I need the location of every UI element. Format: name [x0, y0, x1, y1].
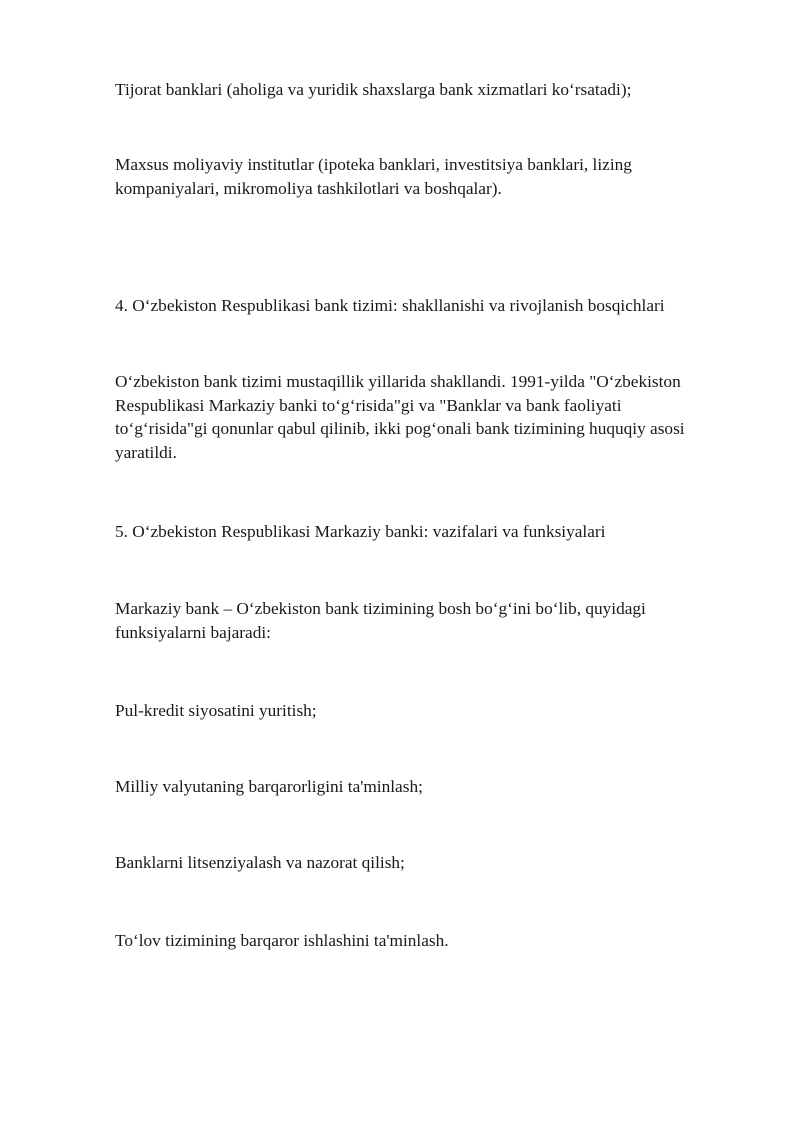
text-line: To‘lov tizimining barqaror ishlashini ta'minlash. [115, 931, 449, 950]
paragraph-bank-system-history [115, 370, 755, 464]
list-item-monetary-policy [115, 699, 755, 723]
text-line: Maxsus moliyaviy institutlar (ipoteka banklari, investitsiya banklari, lizing [115, 155, 632, 174]
list-item-payment-system [115, 929, 755, 953]
paragraph-central-bank-intro [115, 597, 755, 644]
text-line: funksiyalarni bajaradi: [115, 622, 271, 642]
paragraph-special-institutions [115, 153, 755, 200]
text-line: 4. O‘zbekiston Respublikasi bank tizimi: shakllanishi va rivojlanish bosqichlari [115, 296, 665, 315]
section-heading-4 [115, 294, 755, 318]
text-line: to‘g‘risida"gi qonunlar qabul qilinib, ikki pog‘onali bank tizimining huquqiy asosi [115, 419, 685, 438]
text-line: kompaniyalari, mikromoliya tashkilotlari va boshqalar). [115, 178, 502, 198]
text-line: Markaziy bank – O‘zbekiston bank tizimining bosh bo‘g‘ini bo‘lib, quyidagi [115, 599, 646, 618]
paragraph-commercial-banks [115, 78, 755, 102]
list-item-licensing [115, 851, 755, 875]
section-heading-5 [115, 520, 755, 544]
text-line: Milliy valyutaning barqarorligini ta'minlash; [115, 777, 423, 796]
text-line: Pul-kredit siyosatini yuritish; [115, 701, 317, 720]
text-line: Respublikasi Markaziy banki to‘g‘risida"gi va "Banklar va bank faoliyati [115, 395, 622, 415]
text-line: 5. O‘zbekiston Respublikasi Markaziy banki: vazifalari va funksiyalari [115, 522, 606, 541]
text-line: Tijorat banklari (aholiga va yuridik shaxslarga bank xizmatlari ko‘rsatadi); [115, 80, 632, 99]
list-item-currency-stability [115, 775, 755, 799]
text-line: yaratildi. [115, 442, 177, 462]
text-line: O‘zbekiston bank tizimi mustaqillik yillarida shakllandi. 1991-yilda "O‘zbekiston [115, 372, 681, 391]
text-line: Banklarni litsenziyalash va nazorat qilish; [115, 853, 405, 872]
